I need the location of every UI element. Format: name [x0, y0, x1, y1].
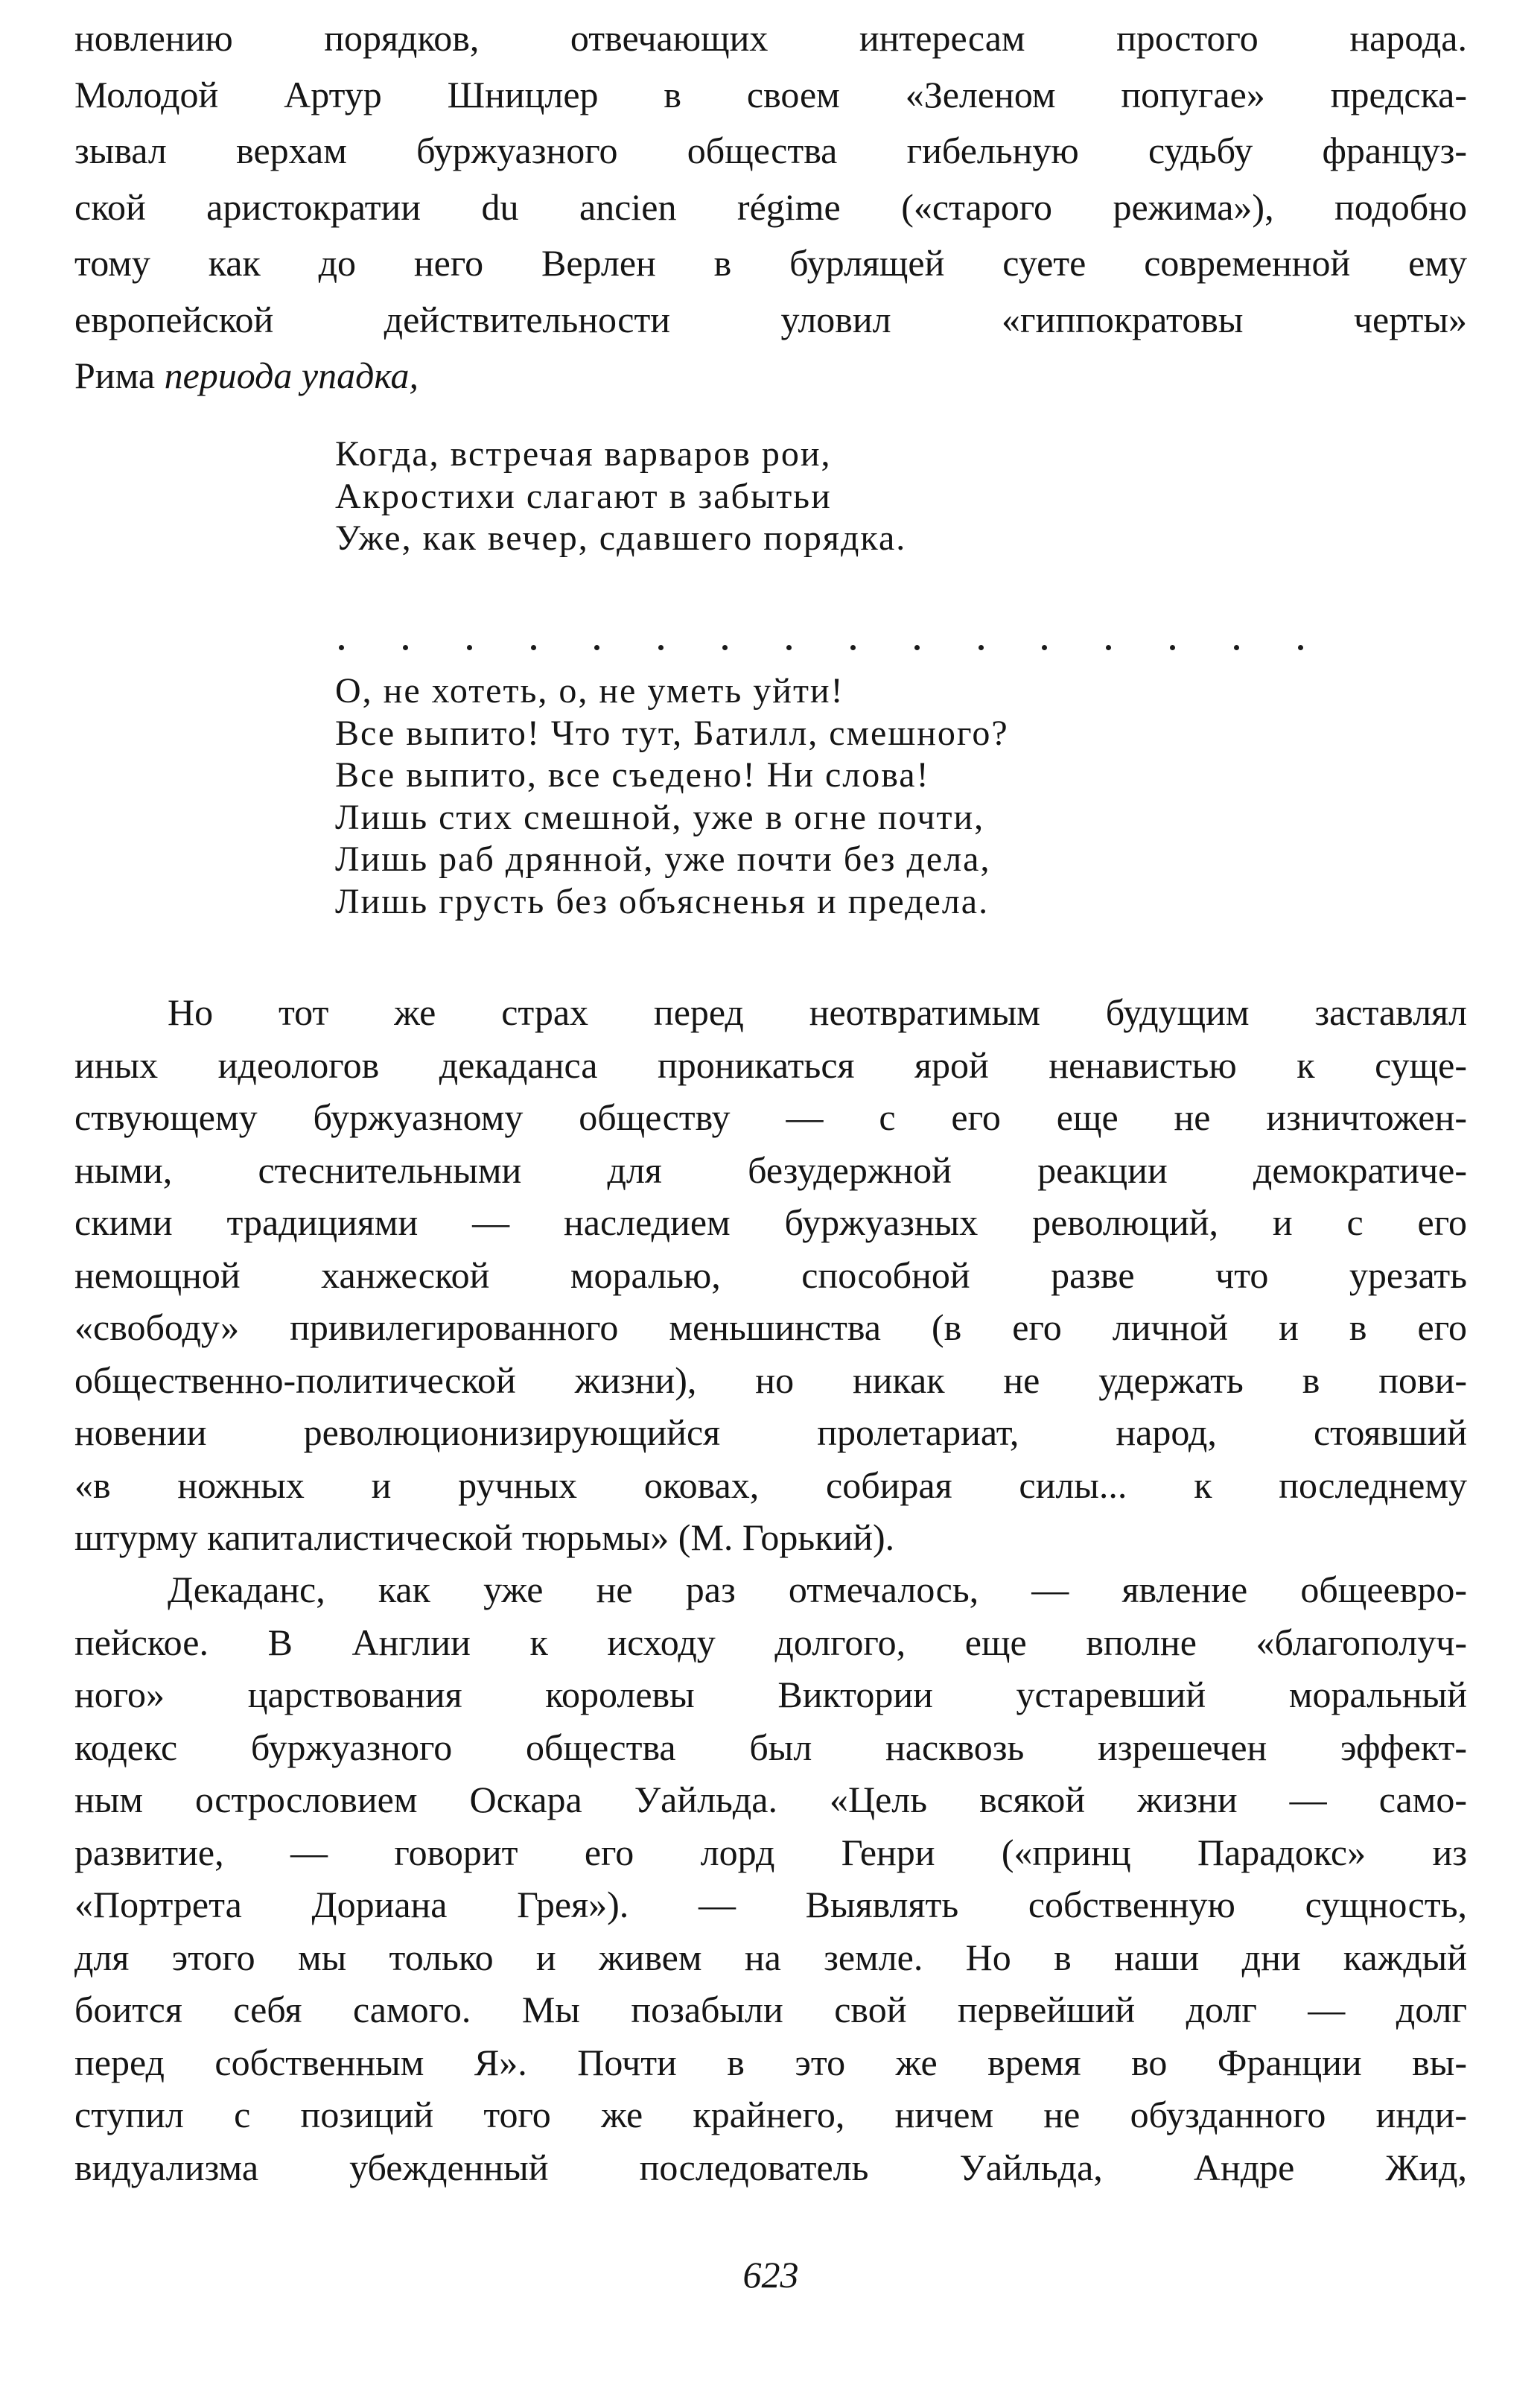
text-line: для этого мы только и живем на земле. Но в наши дни каждый: [74, 1936, 1467, 1978]
book-page: [74, 10, 1467, 2394]
dot: [1170, 645, 1175, 650]
dot: [403, 645, 408, 650]
text-line-prefix: Рима: [74, 355, 165, 396]
text-line: [74, 348, 1467, 404]
text-line: перед собственным Я». Почти в это же время во Франции вы-: [74, 2041, 1467, 2083]
text-line: кодекс буржуазного общества был насквозь изрешечен эффект-: [74, 1726, 1467, 1768]
text-line: зывал верхам буржуазного общества гибельную судьбу француз-: [74, 130, 1467, 171]
verse-line: Все выпито! Что тут, Батилл, смешного?: [335, 713, 1009, 753]
text-line: тому как до него Верлен в бурлящей суете современной ему: [74, 242, 1467, 284]
verse-line: Уже, как вечер, сдавшего порядка.: [335, 518, 907, 558]
text-line: ступил с позиций того же крайнего, ничем не обузданного инди-: [74, 2094, 1467, 2135]
text-line: новлению порядков, отвечающих интересам простого народа.: [74, 17, 1467, 59]
dot: [1234, 645, 1239, 650]
ellipsis-divider: [339, 645, 1303, 650]
dot: [1298, 645, 1303, 650]
text-line: ской аристократии du ancien régime («старого режима»), подобно: [74, 185, 1467, 228]
text-line: Молодой Артур Шницлер в своем «Зеленом попугае» предска-: [74, 73, 1467, 115]
verse-line: Лишь стих смешной, уже в огне почти,: [335, 797, 985, 837]
paragraph-2: [74, 986, 1467, 1564]
dot: [467, 645, 472, 650]
dot: [786, 645, 792, 650]
verse-line: Лишь раб дрянной, уже почти без дела,: [335, 839, 991, 879]
dot: [658, 645, 664, 650]
text-line: европейской действительности уловил «гиппократовы черты»: [74, 298, 1467, 340]
verse-line: Лишь грусть без объясненья и предела.: [335, 881, 990, 921]
text-line: ствующему буржуазному обществу — с его еще не изничтожен-: [74, 1096, 1467, 1138]
text-line: новении революционизирующийся пролетариат, народ, стоявший: [74, 1411, 1467, 1453]
dot: [850, 645, 856, 650]
text-line: ного» царствования королевы Виктории устаревший моральный: [74, 1674, 1467, 1715]
verse-stanza-1: [335, 433, 906, 560]
dot: [979, 645, 984, 650]
verse-stanza-2: [335, 670, 1009, 923]
text-line: ным острословием Оскара Уайльда. «Цель всякой жизни — само-: [74, 1779, 1467, 1820]
italic-phrase: периода упадка,: [164, 355, 419, 396]
text-line: пейское. В Англии к исходу долгого, еще вполне «благополуч-: [74, 1621, 1467, 1663]
text-line: Но тот же страх перед неотвратимым будущим заставлял: [168, 991, 1467, 1033]
dot: [339, 645, 344, 650]
verse-line: Акростихи слагают в забытьи: [335, 476, 832, 516]
top-paragraph: [74, 10, 1467, 404]
text-line: иных идеологов декаданса проникаться ярой ненавистью к суще-: [74, 1043, 1467, 1086]
text-line: «в ножных и ручных оковах, собирая силы... к последнему: [74, 1464, 1467, 1506]
verse-line: Когда, встречая варваров рои,: [335, 434, 832, 474]
dot: [594, 645, 599, 650]
text-line: штурму капиталистической тюрьмы» (М. Горький).: [74, 1516, 895, 1558]
page-number: 623: [742, 2254, 799, 2296]
text-line: боится себя самого. Мы позабыли свой первейший долг — долг: [74, 1989, 1467, 2030]
dot: [531, 645, 536, 650]
text-line: общественно-политической жизни), но никак не удержать в пови-: [74, 1359, 1467, 1401]
text-line: «свободу» привилегированного меньшинства (в его личной и в его: [74, 1306, 1467, 1348]
text-line: развитие, — говорит его лорд Генри («принц Парадокс» из: [74, 1831, 1467, 1873]
dot: [722, 645, 728, 650]
verse-line: О, не хотеть, о, не уметь уйти!: [335, 671, 844, 711]
text-line: немощной ханжеской моралью, способной разве что урезать: [74, 1254, 1467, 1296]
verse-line: Все выпито, все съедено! Ни слова!: [335, 755, 930, 795]
dot: [1042, 645, 1047, 650]
paragraph-3: [74, 1563, 1467, 2193]
text-line: скими традициями — наследием буржуазных революций, и с его: [74, 1201, 1467, 1243]
text-line: «Портрета Дориана Грея»). — Выявлять собственную сущность,: [74, 1884, 1467, 1925]
text-line: Декаданс, как уже не раз отмечалось, — явление общеевро-: [168, 1569, 1467, 1610]
dot: [1106, 645, 1111, 650]
dot: [914, 645, 920, 650]
text-line: ными, стеснительными для безудержной реакции демократиче-: [74, 1149, 1467, 1191]
text-line: видуализма убежденный последователь Уайльда, Андре Жид,: [74, 2146, 1467, 2188]
